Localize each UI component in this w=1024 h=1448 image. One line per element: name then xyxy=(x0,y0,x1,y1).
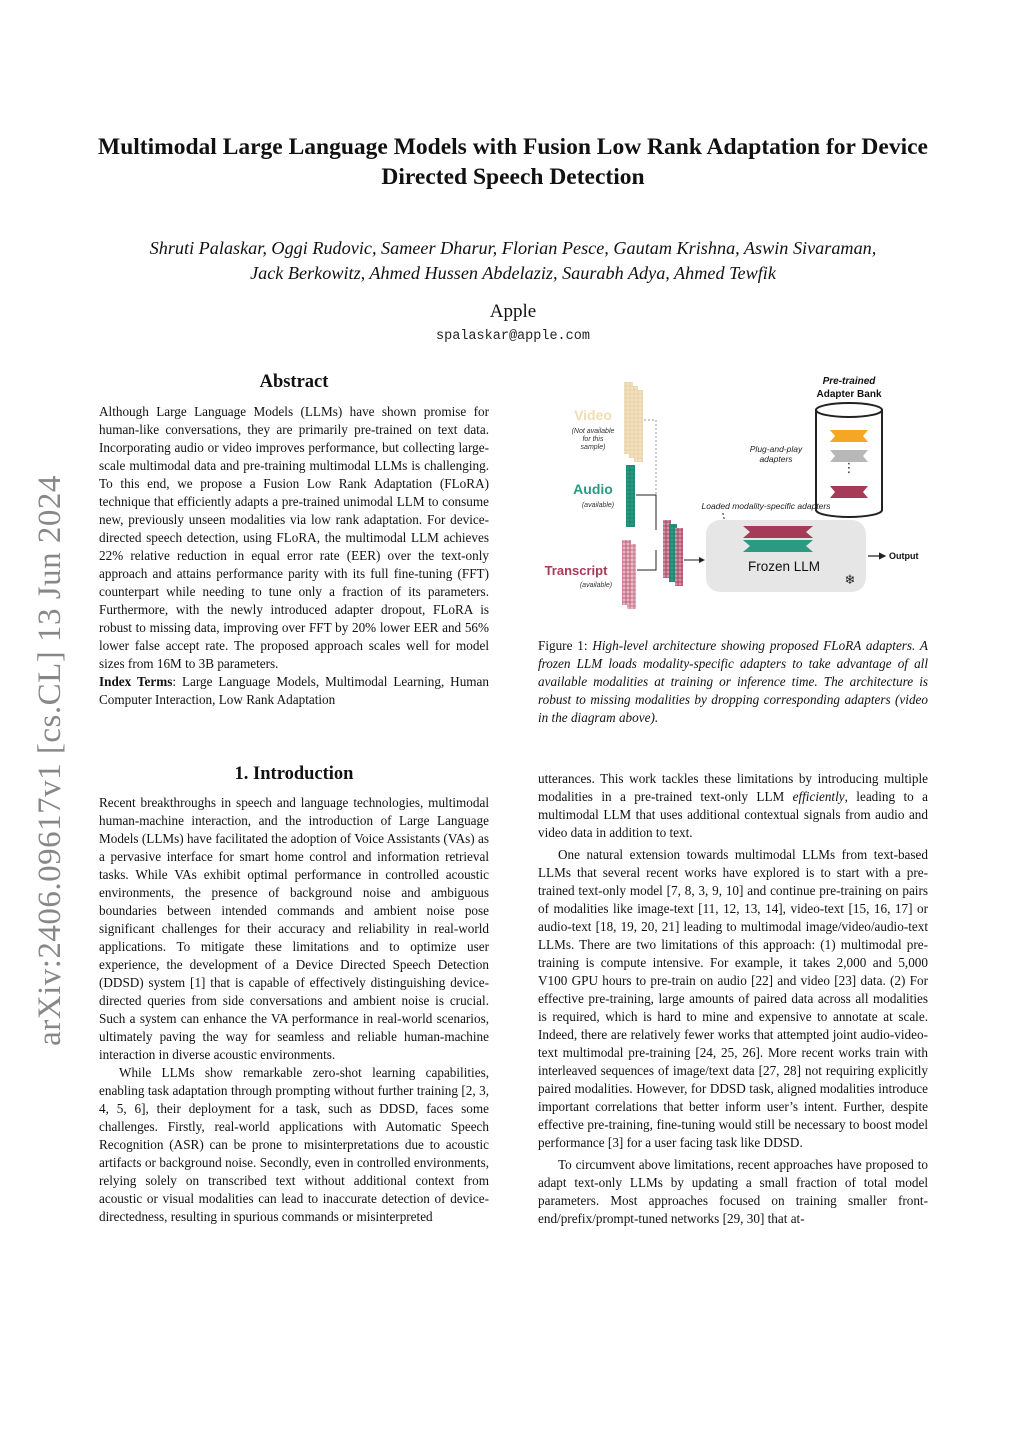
introduction-right-column xyxy=(538,770,928,1228)
audio-token-stack xyxy=(626,465,635,527)
intro-paragraph-1: Recent breakthroughs in speech and language technologies, multimodal human-machine interaction, and the introduction of Large Language Models (LLMs) have facilitated the adoption of Voice Assistants (VAs) as a pervasive interface for smart home control and information retrieval tasks. While VAs exhibit optimal performance in controlled acoustic environments, the presence of background noise and ambiguous boundaries between intended commands and ambient noise pose significant challenges for their accuracy and reliability in real-world applications. To mitigate these limitations and to optimize user experience, the development of a Device Directed Speech Detection (DDSD) system [1] that is capable of effectively distinguishing device-directed queries from side conversations and ambient noise is crucial. Such a system can enhance the VA performance in real-world scenarios, ultimately paving the way for seamless and reliable human-machine interaction in diverse acoustic environments. xyxy=(99,795,489,1062)
output-label: Output xyxy=(889,551,919,561)
authors-line-1: Shruti Palaskar, Oggi Rudovic, Sameer Dharur, Florian Pesce, Gautam Krishna, Aswin Sivaraman, xyxy=(149,238,877,258)
abstract-heading: Abstract xyxy=(259,372,329,392)
snowflake-icon: ❄ xyxy=(844,573,856,588)
audio-note: (available) xyxy=(581,502,615,509)
loaded-adapters-label: Loaded modality-specific adapters xyxy=(701,501,831,511)
authors-line-2: Jack Berkowitz, Ahmed Hussen Abdelaziz, Saurabh Adya, Ahmed Tewfik xyxy=(250,263,776,283)
video-note-1: (Not available xyxy=(571,428,615,435)
abstract-text: Although Large Language Models (LLMs) have shown promise for human-like conversations, they are primarily pre-trained on text data. Incorporating audio or video improves performance, but collecting large-scale multimodal data and pre-training multimodal LLMs is challenging. To this end, we propose a Fusion Low Rank Adaptation (FLoRA) technique that efficiently adapts a pre-trained unimodal LLM to consume new, previously unseen modalities via low rank adaptation. For device-directed speech detection, using FLoRA, the multimodal LLM achieves 22% relative reduction in equal error rate (EER) over the text-only approach and attains performance parity with its full fine-tuning (FFT) counterpart while needing to tune only a fraction of its parameters. Furthermore, with the newly introduced adapter dropout, FLoRA is robust to missing data, improving over FFT by 20% lower EER and 56% lower false accept rate. The proposed approach scales well for model sizes from 16M to 3B parameters. xyxy=(99,404,489,671)
index-terms xyxy=(99,673,489,709)
abstract-body xyxy=(99,403,489,709)
intro-paragraph-3: utterances. This work tackles these limitations by introducing multiple modalities in a pre-trained text-only LLM efficiently, leading to a multimodal LLM that uses additional contextual signals from audio and video data in addition to text. xyxy=(538,771,928,840)
affiliation: Apple xyxy=(489,301,537,322)
adapter-orange xyxy=(830,430,868,442)
index-terms-label: Index Terms xyxy=(99,674,173,689)
architecture-figure xyxy=(538,370,928,610)
paper-title: Multimodal Large Language Models with Fusion Low Rank Adaptation for Device Directed Speech Detection xyxy=(98,134,928,190)
plug-label-1: Plug-and-play xyxy=(749,444,803,454)
video-token-stack xyxy=(624,382,643,462)
adapter-maroon xyxy=(830,486,868,498)
adapter-bank-cylinder xyxy=(816,403,882,517)
introduction-heading: 1. Introduction xyxy=(234,764,354,784)
emphasis-efficiently: efficiently xyxy=(792,789,845,804)
fused-token-stack xyxy=(663,520,683,586)
caption-text: High-level architecture showing proposed FLoRA adapters. A frozen LLM loads modality-specific adapters to take advantage of all available modalities at training or inference time. The architecture is robust to missing modalities by dropping corresponding adapters (video in the diagram above). xyxy=(538,638,928,725)
audio-link xyxy=(636,495,656,530)
author-list xyxy=(90,236,936,286)
bank-title-1: Pre-trained xyxy=(822,376,876,387)
figure-caption xyxy=(538,637,928,727)
transcript-note: (available) xyxy=(579,582,613,589)
transcript-link xyxy=(637,550,656,570)
bank-title-2: Adapter Bank xyxy=(816,389,882,400)
video-note-2: for this xyxy=(582,436,604,443)
plug-label-2: adapters xyxy=(759,454,793,464)
transcript-token-stack xyxy=(622,540,636,609)
introduction-left-column xyxy=(99,794,489,1226)
intro-paragraph-5: To circumvent above limitations, recent approaches have proposed to adapt text-only LLMs by updating a small fraction of total model parameters. Most approaches focused on training smaller front-end/prefix/prompt-tuned networks [29, 30] that at- xyxy=(538,1157,928,1226)
video-label: Video xyxy=(574,407,612,423)
contact-email[interactable]: spalaskar@apple.com xyxy=(436,329,590,344)
video-dashed-link xyxy=(644,420,656,528)
audio-label: Audio xyxy=(573,481,613,497)
bank-ellipsis-icon: ⋮ xyxy=(842,461,856,476)
index-terms-text: : Large Language Models, Multimodal Learning, Human Computer Interaction, Low Rank Adaptation xyxy=(99,674,489,707)
transcript-label: Transcript xyxy=(544,563,608,578)
architecture-diagram xyxy=(538,370,928,610)
video-note-3: sample) xyxy=(580,444,606,451)
loaded-adapter-transcript xyxy=(743,526,813,538)
arxiv-identifier: arXiv:2406.09617v1 [cs.CL] 13 Jun 2024 xyxy=(31,474,68,1046)
intro-paragraph-2: While LLMs show remarkable zero-shot learning capabilities, enabling task adaptation through prompting without further training [2, 3, 4, 5, 6], their deployment for a task, such as DDSD, faces some challenges. Firstly, real-world applications with Automatic Speech Recognition (ASR) can be prone to misinterpretations due to acoustic artifacts or background noise. Secondly, even in controlled environments, relying solely on transcribed text without additional context from acoustic or visual modalities can lead to inaccurate detection of device-directedness, resulting in spurious commands or misinterpreted xyxy=(99,1065,489,1224)
loaded-adapter-audio xyxy=(743,540,813,552)
frozen-llm-label: Frozen LLM xyxy=(747,559,821,574)
caption-label: Figure 1: xyxy=(538,638,588,653)
intro-paragraph-4: One natural extension towards multimodal LLMs from text-based LLMs that several recent works have explored is to start with a pre-trained text-only model [7, 8, 3, 9, 10] and continue pre-training on pairs of modalities like image-text [11, 12, 13, 14], video-text [15, 16, 17] or audio-text [18, 19, 20, 21] leading to multimodal image/video/audio-text LLMs. There are two limitations of this approach: (1) multimodal pre-training is compute intensive. For example, it takes 2,000 and 5,000 V100 GPU hours to pre-train on audio [22] and video [23] data. (2) For effective pre-training, large amounts of paired data across all modalities is required, which is hard to mine and expensive to annotate at scale. Indeed, there are relatively fewer works that attempted joint audio-video-text multimodal pre-training [24, 25, 26]. More recent works train with interleaved sequences of image/text data [27, 28] not requiring explicitly paired modalities. However, for DDSD task, aligned modalities introduce important correlations that better inform user’s intent. Further, despite effective pre-training, fine-tuning would still be necessary to boost model performance [3] for a user facing task like DDSD. xyxy=(538,847,928,1150)
